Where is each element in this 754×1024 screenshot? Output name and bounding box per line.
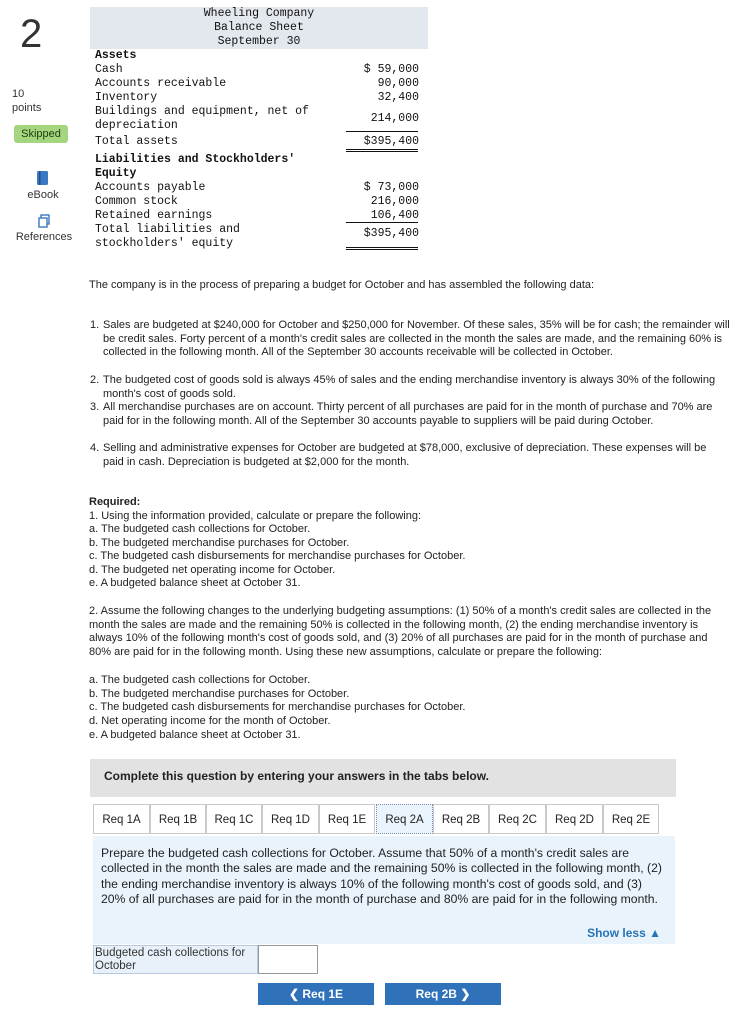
- data-item: [90, 374, 730, 401]
- prev-tab-button[interactable]: [258, 983, 374, 1005]
- points-label: points: [12, 102, 42, 114]
- answer-row-label: Budgeted cash collections for October: [93, 945, 258, 974]
- ebook-label: eBook: [27, 189, 59, 201]
- liability-amount: 106,400: [370, 209, 419, 222]
- part1-intro: 1. Using the information provided, calculate or prepare the following:: [89, 510, 422, 522]
- points-value: 10: [12, 88, 25, 100]
- total-assets-amount: $395,400: [363, 135, 419, 148]
- status-badge: Skipped: [14, 125, 68, 143]
- tab-req-1a[interactable]: Req 1A: [93, 804, 150, 834]
- liabilities-heading: Liabilities and Stockholders' Equity: [95, 153, 296, 180]
- part1-item: b. The budgeted merchandise purchases for October.: [89, 537, 350, 549]
- references-button[interactable]: [12, 214, 76, 243]
- show-less-link[interactable]: [587, 926, 661, 940]
- data-item: [90, 442, 730, 469]
- asset-label: Cash: [95, 63, 123, 76]
- data-item-text: Selling and administrative expenses for October are budgeted at $78,000, exclusive of depreciation. These expenses will be paid in cash. Depreciation is budgeted at $2,000 for the month.: [103, 442, 707, 468]
- data-item-number: 3.: [90, 401, 100, 413]
- total-rule: [346, 247, 418, 250]
- chevron-left-icon: ❮: [288, 987, 300, 1001]
- tab-req-1d[interactable]: Req 1D: [262, 804, 319, 834]
- ebook-button[interactable]: [14, 170, 72, 201]
- tab-req-2b[interactable]: Req 2B: [433, 804, 489, 834]
- data-item-number: 2.: [90, 374, 100, 386]
- instruction-text: Prepare the budgeted cash collections for October. Assume that 50% of a month's credit sales are collected in the month the sales are made and the remaining 50% is collected in the following month, (2) the ending merchandise inventory is always 10% of the following month's cost of goods sold, and (3) 20% of all purchases are paid for in the month of purchase and 80% are paid for in the following month.: [101, 846, 662, 907]
- assets-heading: Assets: [95, 49, 137, 62]
- statement-date: September 30: [217, 35, 301, 48]
- part1-item: c. The budgeted cash disbursements for merchandise purchases for October.: [89, 550, 466, 562]
- data-item: [90, 319, 730, 360]
- required-heading: Required:: [89, 496, 141, 508]
- company-name: Wheeling Company: [203, 7, 315, 20]
- part2-item: b. The budgeted merchandise purchases for October.: [89, 688, 350, 700]
- total-liabilities-amount: $395,400: [363, 227, 419, 240]
- tab-req-2c[interactable]: Req 2C: [489, 804, 546, 834]
- asset-label: Buildings and equipment, net of depreciation: [95, 105, 309, 132]
- subtotal-rule: [346, 131, 418, 132]
- complete-text: Complete this question by entering your answers in the tabs below.: [104, 769, 489, 783]
- tab-req-2a[interactable]: Req 2A: [376, 804, 433, 834]
- liability-label: Common stock: [95, 195, 178, 208]
- data-item-text: Sales are budgeted at $240,000 for October and $250,000 for November. Of these sales, 35% will be for cash; the remainder will be credit sales. Forty percent of a month's credit sales are collected in the month the sales are made, and the remaining 60% is collected in the following month. All of the September 30 accounts receivable will be collected in October.: [103, 319, 730, 359]
- asset-amount: $ 59,000: [363, 63, 419, 76]
- balance-sheet: [90, 7, 428, 258]
- tab-req-2e[interactable]: Req 2E: [603, 804, 659, 834]
- part2-item: c. The budgeted cash disbursements for merchandise purchases for October.: [89, 701, 466, 713]
- part2-item: e. A budgeted balance sheet at October 31.: [89, 729, 301, 741]
- data-item-number: 4.: [90, 442, 100, 454]
- part1-item: e. A budgeted balance sheet at October 31.: [89, 577, 301, 589]
- asset-amount: 90,000: [377, 77, 419, 90]
- subtotal-rule: [346, 222, 418, 223]
- prev-tab-label: Req 1E: [302, 987, 344, 1001]
- liability-amount: 216,000: [370, 195, 419, 208]
- statement-title: Balance Sheet: [214, 21, 304, 34]
- data-item: [90, 401, 730, 428]
- liability-label: Retained earnings: [95, 209, 213, 222]
- asset-label: Accounts receivable: [95, 77, 227, 90]
- book-icon: [36, 170, 50, 186]
- data-item-text: All merchandise purchases are on account. Thirty percent of all purchases are paid for in the month of purchase and 70% are paid for in the following month. All of the September 30 accounts payable to suppliers will be paid during October.: [103, 401, 713, 427]
- total-assets-label: Total assets: [95, 135, 178, 148]
- question-number: 2: [20, 12, 43, 56]
- tab-req-1e[interactable]: Req 1E: [319, 804, 375, 834]
- part2-intro: 2. Assume the following changes to the underlying budgeting assumptions: (1) 50% of a month's credit sales are collected in the month the sales are made and the remaining 50% is collected in the following month, (2) the ending merchandise inventory is always 10% of the following month's cost of goods sold, and (3) 20% of all purchases are paid for in the month of purchase and 80% are paid for in the following month. Using these new assumptions, calculate or prepare the following:: [89, 605, 712, 658]
- total-liabilities-label: Total liabilities and stockholders' equity: [95, 223, 240, 250]
- copy-icon: [37, 214, 51, 228]
- part1-item: a. The budgeted cash collections for October.: [89, 523, 311, 535]
- liability-amount: $ 73,000: [363, 181, 419, 194]
- liability-label: Accounts payable: [95, 181, 206, 194]
- data-item-text: The budgeted cost of goods sold is always 45% of sales and the ending merchandise inventory is always 30% of the following month's cost of goods sold.: [103, 374, 716, 400]
- chevron-right-icon: ❯: [460, 987, 471, 1001]
- caret-up-icon: ▲: [649, 926, 661, 940]
- part1-item: d. The budgeted net operating income for October.: [89, 564, 336, 576]
- cash-collections-input[interactable]: [258, 945, 318, 974]
- asset-label: Inventory: [95, 91, 158, 104]
- asset-amount: 214,000: [370, 112, 419, 125]
- total-rule: [346, 149, 418, 152]
- tab-req-2d[interactable]: Req 2D: [546, 804, 603, 834]
- next-tab-label: Req 2B: [415, 987, 457, 1001]
- intro-text: The company is in the process of preparing a budget for October and has assembled the following data:: [89, 279, 595, 291]
- part2-item: a. The budgeted cash collections for October.: [89, 674, 311, 686]
- show-less-label: Show less: [587, 926, 646, 940]
- data-item-number: 1.: [90, 319, 100, 331]
- next-tab-button[interactable]: [385, 983, 501, 1005]
- complete-banner: [90, 759, 676, 797]
- tab-req-1c[interactable]: Req 1C: [206, 804, 262, 834]
- part2-item: d. Net operating income for the month of October.: [89, 715, 331, 727]
- asset-amount: 32,400: [377, 91, 419, 104]
- references-label: References: [15, 231, 73, 243]
- tab-req-1b[interactable]: Req 1B: [150, 804, 206, 834]
- instruction-panel: [93, 836, 675, 944]
